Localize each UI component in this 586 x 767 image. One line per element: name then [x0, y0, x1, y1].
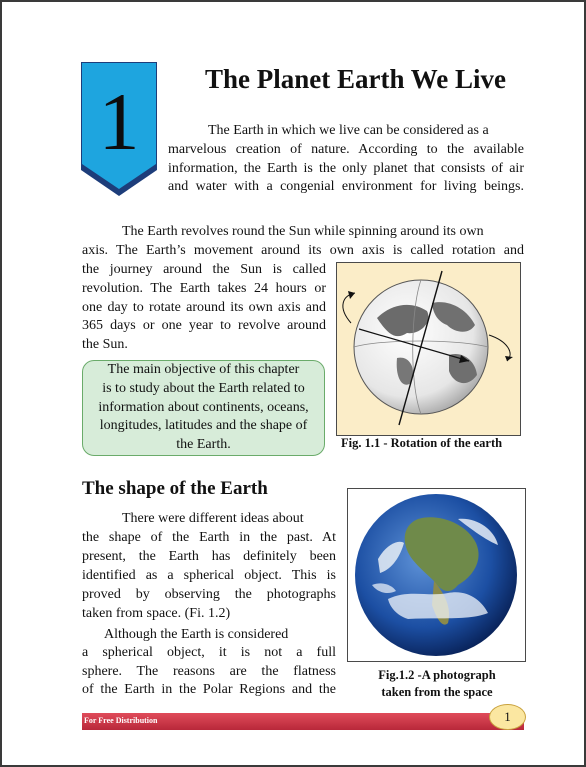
earth-photo-figure	[347, 488, 526, 662]
note-line: information about continents, oceans,	[98, 399, 309, 415]
intro-paragraph	[168, 122, 524, 197]
paragraph-line: There were different ideas about	[122, 511, 304, 526]
paragraph-line: present, the Earth has definitely been	[82, 549, 336, 564]
rotation-paragraph	[82, 223, 524, 261]
paragraph-line: proved by observing the photographs	[82, 587, 336, 602]
footer-text: For Free Distribution	[84, 716, 158, 725]
intro-line: The Earth in which we live can be considered as a	[208, 123, 489, 138]
chapter-objective-note	[82, 360, 325, 456]
note-line: longitudes, latitudes and the shape of	[99, 418, 308, 434]
paragraph-line: identified as a spherical object. This is	[82, 568, 336, 583]
sphere-paragraph	[82, 626, 336, 699]
note-line: is to study about the Earth related to	[102, 380, 305, 396]
figure-2-caption	[358, 667, 516, 701]
note-line: the Earth.	[176, 437, 231, 453]
figure-1-caption: Fig. 1.1 - Rotation of the earth	[341, 436, 503, 450]
paragraph-line: axis. The Earth’s movement around its own axis is called rotation and	[82, 242, 524, 258]
rotation-figure	[336, 262, 521, 436]
paragraph-line: the Sun.	[82, 337, 128, 353]
paragraph-line: Although the Earth is considered	[104, 627, 289, 642]
paragraph-line: the shape of the Earth in the past. At	[82, 530, 336, 545]
paragraph-line: sphere. The reasons are the flatness	[82, 663, 336, 679]
section-heading: The shape of the Earth	[82, 478, 268, 499]
intro-line: and water with a congenial environment for living beings.	[168, 179, 524, 195]
chapter-title: The Planet Earth We Live	[205, 64, 506, 94]
chapter-number: 1	[98, 76, 140, 167]
caption-line: taken from the space	[381, 685, 493, 699]
paragraph-line: of the Earth in the Polar Regions and the	[82, 681, 336, 697]
revolution-paragraph	[82, 261, 326, 355]
page-number: 1	[489, 704, 526, 730]
paragraph-line: a spherical object, it is not a full	[82, 645, 336, 661]
caption-line: Fig.1.2 -A photograph	[378, 668, 496, 682]
paragraph-line: revolution. The Earth takes 24 hours or	[82, 280, 326, 296]
intro-line: information, the Earth is the only planet that consists of air	[168, 160, 524, 176]
earth-photo-icon	[348, 489, 525, 661]
paragraph-line: taken from space. (Fi. 1.2)	[82, 606, 231, 621]
note-line: The main objective of this chapter	[107, 362, 300, 377]
intro-line: marvelous creation of nature. According to the available	[168, 141, 524, 157]
paragraph-line: the journey around the Sun is called	[82, 262, 326, 277]
paragraph-line: The Earth revolves round the Sun while spinning around its own	[122, 224, 484, 239]
paragraph-line: one day to rotate around its own axis and	[82, 299, 326, 315]
paragraph-line: 365 days or one year to revolve around	[82, 318, 326, 334]
shape-paragraph	[82, 509, 336, 623]
rotating-globe-icon	[337, 263, 520, 435]
